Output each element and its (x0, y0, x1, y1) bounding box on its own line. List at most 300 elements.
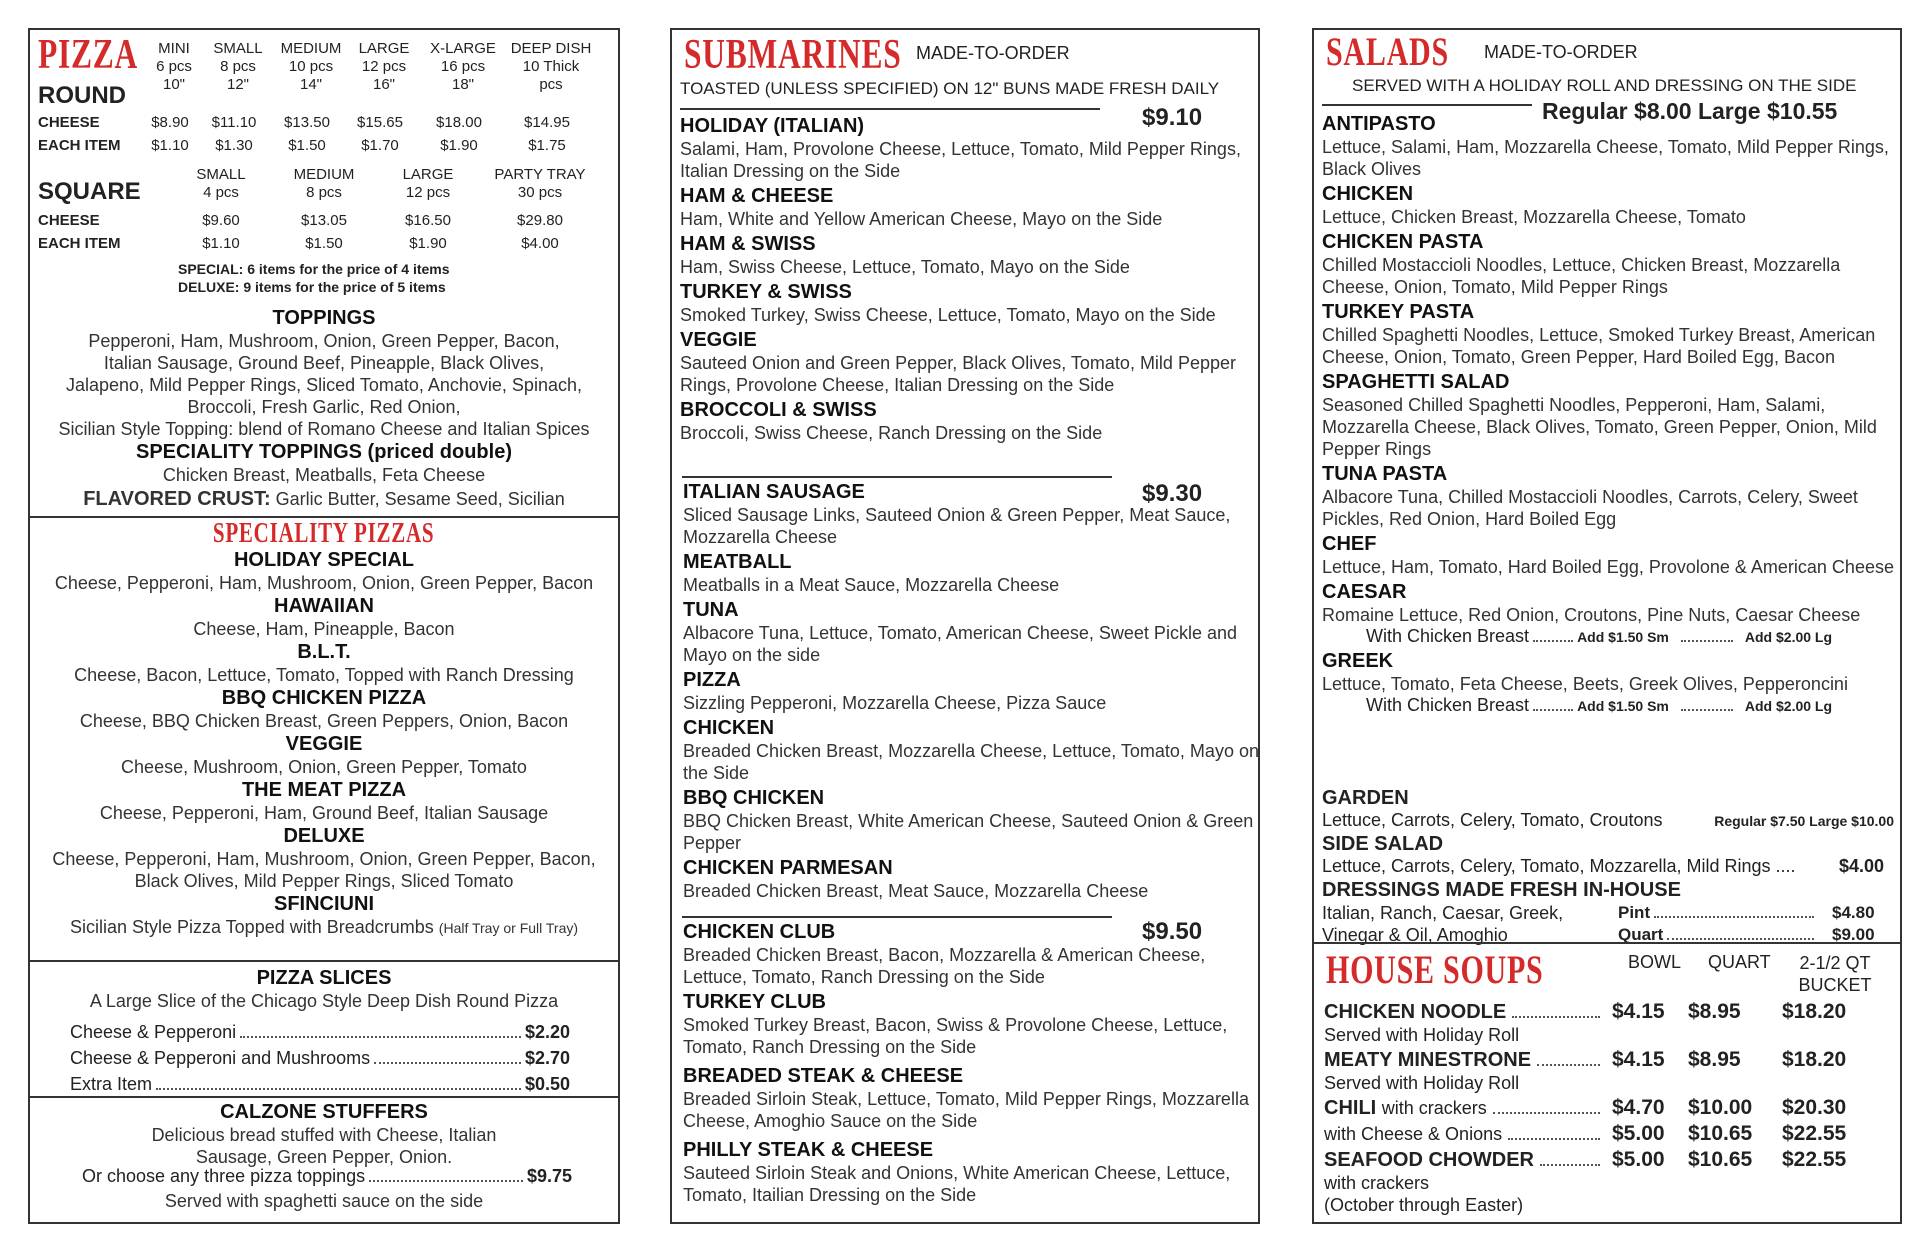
price-cell: $18.00 (436, 114, 482, 131)
soup-price: $22.55 (1782, 1148, 1847, 1171)
slices-list (70, 1022, 570, 1100)
leader-dots (374, 1062, 521, 1064)
size-name: SMALL (213, 40, 263, 57)
soup-price: $4.15 (1612, 1048, 1665, 1071)
price-cell: $1.30 (215, 137, 253, 154)
crust-label: FLAVORED CRUST: (83, 488, 271, 510)
size-pcs: 8 pcs (306, 184, 342, 201)
soup-col-bowl: BOWL (1628, 952, 1682, 972)
speciality-toppings-list: Chicken Breast, Meatballs, Feta Cheese (162, 465, 486, 485)
sub-price-group-3: $9.50 (1142, 918, 1203, 945)
deluxe-text: DELUXE: 9 items for the price of 5 items (178, 279, 446, 295)
with-chicken-row (1322, 626, 1908, 647)
round-size-1 (202, 40, 274, 94)
soup-col-bucket-1: 2-1/2 QT (1799, 953, 1871, 973)
soup-price: $10.65 (1688, 1148, 1753, 1171)
size-name: DEEP DISH (510, 40, 592, 57)
slices-title: PIZZA SLICES (256, 967, 392, 989)
soup-price: $5.00 (1612, 1122, 1665, 1145)
salad-name: CHICKEN (1322, 183, 1414, 205)
size-dim: 12" (226, 76, 249, 93)
size-name: MEDIUM (293, 166, 355, 183)
speciality-desc (36, 802, 612, 824)
sub-desc: Ham, Swiss Cheese, Lettuce, Tomato, Mayo on the Side (680, 257, 1130, 277)
dressings-list-1: Italian, Ranch, Caesar, Greek, (1322, 903, 1564, 923)
speciality-desc-text: Cheese, Pepperoni, Ham, Ground Beef, Italian Sausage (99, 803, 549, 823)
price-cell: $1.70 (361, 137, 399, 154)
calzone-title: CALZONE STUFFERS (220, 1101, 428, 1123)
soup-name: SEAFOOD CHOWDER (1324, 1149, 1534, 1171)
size-pcs: 30 pcs (517, 184, 563, 201)
size-pcs: 12 pcs (361, 58, 407, 75)
square-size-3 (476, 166, 604, 202)
soup-col-bucket-2: BUCKET (1798, 975, 1872, 995)
pint-label: Pint (1618, 903, 1651, 922)
slice-name: Cheese & Pepperoni and Mushrooms (70, 1048, 371, 1068)
sub-name: MEATBALL (683, 551, 792, 573)
sub-item (680, 184, 1266, 230)
divider (1314, 942, 1900, 944)
side-salad-desc: Lettuce, Carrots, Celery, Tomato, Mozzarella, Mild Rings .... (1322, 856, 1796, 876)
price-cell: $29.80 (517, 212, 563, 229)
speciality-desc-text: Cheese, Pepperoni, Ham, Mushroom, Onion, Green Pepper, Bacon, Black Olives, Mild Pepper Rings, Sliced Tomato (52, 849, 596, 891)
sub-group-1 (672, 114, 1258, 444)
round-price-table (38, 114, 608, 155)
speciality-desc (36, 572, 612, 594)
sub-item (683, 598, 1266, 666)
calzone-price: $9.75 (526, 1166, 572, 1186)
size-dim: 10" (162, 76, 185, 93)
square-size-1 (268, 166, 380, 202)
sub-desc: Ham, White and Yellow American Cheese, Mayo on the Side (680, 209, 1163, 229)
price-cell: $4.00 (521, 235, 559, 252)
divider (682, 916, 1112, 918)
soup-table (1324, 1000, 1890, 1216)
speciality-title: SPECIALITY PIZZAS (213, 518, 435, 549)
leader-dots (1540, 1164, 1600, 1166)
divider (682, 476, 1112, 478)
sub-price-group-1: $9.10 (1142, 104, 1203, 131)
leader-dots (240, 1036, 521, 1038)
sub-group-2 (675, 480, 1258, 902)
add-lg: Add $2.00 Lg (1744, 629, 1833, 645)
sub-desc: Albacore Tuna, Lettuce, Tomato, American Cheese, Sweet Pickle and Mayo on the side (683, 623, 1237, 665)
salads-made-to-order: MADE-TO-ORDER (1484, 42, 1638, 62)
soup-price: $10.00 (1688, 1096, 1753, 1119)
soup-row (1324, 1000, 1890, 1024)
divider (680, 108, 1100, 110)
soup-name-cell (1324, 1122, 1612, 1146)
speciality-desc (36, 618, 612, 640)
soup-price: $20.30 (1782, 1096, 1847, 1119)
salad-desc: Seasoned Chilled Spaghetti Noodles, Pepperoni, Ham, Salami, Mozzarella Cheese, Black Olives, Tomato, Green Pepper, Onion, Mild Pepper Rings (1322, 395, 1877, 459)
slice-row (70, 1022, 570, 1043)
round-sizes-header (146, 40, 640, 94)
sub-item (683, 990, 1266, 1058)
price-cell: $1.50 (288, 137, 326, 154)
speciality-toppings-title: SPECIALITY TOPPINGS (priced double) (136, 441, 512, 463)
pizza-title: PIZZA (38, 32, 139, 78)
sub-name: VEGGIE (680, 329, 757, 351)
speciality-desc-text: Cheese, BBQ Chicken Breast, Green Peppers, Onion, Bacon (79, 711, 569, 731)
soup-season: (October through Easter) (1324, 1195, 1524, 1215)
soup-price: $10.65 (1688, 1122, 1753, 1145)
size-name: MINI (158, 40, 190, 57)
size-pcs: 4 pcs (203, 184, 239, 201)
slice-price: $0.50 (524, 1074, 570, 1094)
price-cell: $1.75 (528, 137, 566, 154)
sub-item (683, 480, 1266, 548)
special-note (178, 260, 450, 296)
slice-price: $2.20 (524, 1022, 570, 1042)
side-salad-name: SIDE SALAD (1322, 833, 1444, 855)
sub-name: BBQ CHICKEN (683, 787, 825, 809)
slice-name: Cheese & Pepperoni (70, 1022, 237, 1042)
slice-row (70, 1074, 570, 1095)
price-cell: $13.05 (301, 212, 347, 229)
square-size-0 (174, 166, 268, 202)
salad-item (1322, 370, 1908, 460)
sub-item (680, 280, 1266, 326)
pizza-panel (28, 28, 620, 1224)
leader-dots (1533, 640, 1573, 642)
soup-name-cell (1324, 1000, 1612, 1024)
calzone-desc-2: Sausage, Green Pepper, Onion. (195, 1147, 453, 1167)
size-name: X-LARGE (430, 40, 496, 57)
round-size-2 (274, 40, 348, 94)
sub-desc: Breaded Chicken Breast, Mozzarella Cheese, Lettuce, Tomato, Mayo on the Side (683, 741, 1259, 783)
sub-name: BREADED STEAK & CHEESE (683, 1065, 964, 1087)
salad-item (1322, 230, 1908, 298)
sub-desc: Smoked Turkey Breast, Bacon, Swiss & Provolone Cheese, Lettuce, Tomato, Ranch Dressing on the Side (683, 1015, 1228, 1057)
special-text: SPECIAL: 6 items for the price of 4 items (178, 261, 450, 277)
speciality-name: HOLIDAY SPECIAL (233, 549, 415, 571)
price-cell: $9.60 (202, 212, 240, 229)
sub-price-group-2: $9.30 (1142, 480, 1203, 507)
sub-item (683, 1064, 1266, 1132)
speciality-desc (36, 848, 612, 892)
round-size-3 (348, 40, 420, 94)
salad-desc: Chilled Mostaccioli Noodles, Lettuce, Chicken Breast, Mozzarella Cheese, Onion, Tomato, Mild Pepper Rings (1322, 255, 1841, 297)
quart-label: Quart (1618, 925, 1664, 944)
salad-desc: Romaine Lettuce, Red Onion, Croutons, Pine Nuts, Caesar Cheese (1322, 605, 1861, 625)
leader-dots (1681, 640, 1733, 642)
round-label: ROUND (38, 82, 126, 109)
garden-price: Regular $7.50 Large $10.00 (1714, 813, 1894, 829)
salad-name: TURKEY PASTA (1322, 301, 1475, 323)
price-cell: $14.95 (524, 114, 570, 131)
round-size-4 (420, 40, 506, 94)
sub-desc: Sliced Sausage Links, Sauteed Onion & Green Pepper, Meat Sauce, Mozzarella Cheese (683, 505, 1231, 547)
speciality-desc-text: Cheese, Pepperoni, Ham, Mushroom, Onion, Green Pepper, Bacon (54, 573, 594, 593)
soup-name-cell (1324, 1148, 1612, 1172)
size-dim: 14" (299, 76, 322, 93)
soup-price: $4.15 (1612, 1000, 1665, 1023)
size-name: SMALL (196, 166, 246, 183)
size-pcs: 12 pcs (405, 184, 451, 201)
slice-row (70, 1048, 570, 1069)
leader-dots (1667, 938, 1814, 940)
salads-title: SALADS (1326, 29, 1449, 74)
salad-desc: Chilled Spaghetti Noodles, Lettuce, Smoked Turkey Breast, American Cheese, Onion, Tomato, Green Pepper, Hard Boiled Egg, Bacon (1322, 325, 1876, 367)
sub-desc: Breaded Sirloin Steak, Lettuce, Tomato, Mild Pepper Rings, Mozzarella Cheese, Amoghio Sauce on the Side (683, 1089, 1249, 1131)
salad-item (1322, 532, 1908, 578)
sub-desc: Breaded Chicken Breast, Bacon, Mozzarella & American Cheese, Lettuce, Tomato, Ranch Dressing on the Side (683, 945, 1206, 987)
sub-name: HAM & CHEESE (680, 185, 834, 207)
pint-price: $4.80 (1832, 903, 1875, 922)
salad-desc: Lettuce, Ham, Tomato, Hard Boiled Egg, Provolone & American Cheese (1322, 557, 1894, 577)
sub-item (680, 328, 1266, 396)
with-chicken-row (1322, 695, 1908, 716)
subs-toasted: TOASTED (UNLESS SPECIFIED) ON 12" BUNS MADE FRESH DAILY (680, 79, 1220, 98)
sub-item (680, 398, 1266, 444)
garden-name: GARDEN (1322, 787, 1409, 809)
side-salad-price: $4.00 (1838, 856, 1884, 876)
dressings-list-2: Vinegar & Oil, Amoghio (1322, 925, 1508, 945)
soup-name-cell (1324, 1096, 1612, 1120)
price-cell: $15.65 (357, 114, 403, 131)
sub-item (680, 232, 1266, 278)
soup-name: CHICKEN NOODLE (1324, 1001, 1507, 1023)
size-dim: pcs (539, 76, 563, 93)
salad-item (1322, 182, 1908, 228)
sub-item (683, 550, 1266, 596)
sub-desc: BBQ Chicken Breast, White American Cheese, Sauteed Onion & Green Pepper (683, 811, 1254, 853)
row-label: EACH ITEM (38, 137, 121, 154)
calzone-choose-row (82, 1166, 572, 1187)
sub-desc: Salami, Ham, Provolone Cheese, Lettuce, Tomato, Mild Pepper Rings, Italian Dressing on the Side (680, 139, 1241, 181)
salad-name: SPAGHETTI SALAD (1322, 371, 1510, 393)
speciality-name: THE MEAT PIZZA (241, 779, 407, 801)
sub-item (680, 114, 1266, 182)
sub-name: CHICKEN PARMESAN (683, 857, 893, 879)
sub-desc: Broccoli, Swiss Cheese, Ranch Dressing on the Side (680, 423, 1103, 443)
sub-desc: Sauteed Sirloin Steak and Onions, White American Cheese, Lettuce, Tomato, Itailian Dressing on the Side (683, 1163, 1231, 1205)
soup-price: $8.95 (1688, 1000, 1741, 1023)
soup-sub: Served with Holiday Roll (1324, 1073, 1520, 1093)
price-cell: $1.90 (440, 137, 478, 154)
calzone-served: Served with spaghetti sauce on the side (164, 1191, 484, 1211)
soup-row (1324, 1048, 1890, 1072)
divider (30, 960, 618, 962)
garden-desc: Lettuce, Carrots, Celery, Tomato, Croutons (1322, 810, 1663, 830)
salad-desc: Lettuce, Tomato, Feta Cheese, Beets, Greek Olives, Pepperoncini (1322, 674, 1848, 694)
soup-price: $18.20 (1782, 1000, 1847, 1023)
leader-dots (156, 1088, 521, 1090)
leader-dots (1681, 709, 1733, 711)
size-pcs: 8 pcs (220, 58, 256, 75)
divider (30, 1096, 618, 1098)
salad-item (1322, 649, 1908, 716)
salad-item (1322, 112, 1908, 180)
salad-name: GREEK (1322, 650, 1394, 672)
size-pcs: 10 Thick (522, 58, 580, 75)
size-name: LARGE (358, 40, 410, 57)
sub-name: TURKEY CLUB (683, 991, 826, 1013)
sub-item (683, 716, 1266, 784)
with-chicken: With Chicken Breast (1366, 626, 1530, 646)
row-label: CHEESE (38, 114, 100, 131)
sub-name: PHILLY STEAK & CHEESE (683, 1139, 934, 1161)
speciality-desc (36, 664, 612, 686)
sub-name: PIZZA (683, 669, 741, 691)
salad-price: Regular $8.00 Large $10.55 (1542, 98, 1838, 124)
leader-dots (1512, 1016, 1600, 1018)
sub-item (683, 1138, 1266, 1206)
size-dim: 18" (451, 76, 474, 93)
sub-name: BROCCOLI & SWISS (680, 399, 877, 421)
salad-name: CHEF (1322, 533, 1377, 555)
price-cell: $1.10 (151, 137, 189, 154)
price-cell: $16.50 (405, 212, 451, 229)
salad-item (1322, 462, 1908, 530)
sub-desc: Meatballs in a Meat Sauce, Mozzarella Cheese (683, 575, 1060, 595)
salads-panel (1312, 28, 1902, 1224)
speciality-name: HAWAIIAN (274, 595, 374, 617)
soup-price: $18.20 (1782, 1048, 1847, 1071)
soup-row (1324, 1148, 1890, 1172)
with-chicken: With Chicken Breast (1366, 695, 1530, 715)
subs-made-to-order: MADE-TO-ORDER (916, 43, 1070, 63)
leader-dots (369, 1180, 523, 1182)
sub-desc: Sauteed Onion and Green Pepper, Black Olives, Tomato, Mild Pepper Rings, Provolone Cheese, Italian Dressing on the Side (680, 353, 1236, 395)
speciality-list (36, 548, 612, 939)
leader-dots (1654, 916, 1814, 918)
size-name: MEDIUM (280, 40, 342, 57)
speciality-name: B.L.T. (297, 641, 351, 663)
price-cell: $1.90 (409, 235, 447, 252)
add-sm: Add $1.50 Sm (1577, 629, 1669, 645)
soup-price: $22.55 (1782, 1122, 1847, 1145)
sub-group-3 (675, 920, 1258, 1206)
soup-sub: with crackers (1324, 1173, 1430, 1193)
speciality-desc-text: Cheese, Bacon, Lettuce, Tomato, Topped with Ranch Dressing (74, 665, 574, 685)
salad-item (1322, 300, 1908, 368)
salad-desc: Albacore Tuna, Chilled Mostaccioli Noodles, Carrots, Celery, Sweet Pickles, Red Onion, Hard Boiled Egg (1322, 487, 1858, 529)
round-size-5 (506, 40, 596, 94)
row-label: CHEESE (38, 212, 100, 229)
soup-name: MEATY MINESTRONE (1324, 1049, 1532, 1071)
soup-row (1324, 1122, 1890, 1146)
salad-name: CAESAR (1322, 581, 1407, 603)
slices-desc: A Large Slice of the Chicago Style Deep Dish Round Pizza (89, 991, 559, 1011)
salad-name: TUNA PASTA (1322, 463, 1448, 485)
sicilian-topping: Sicilian Style Topping: blend of Romano Cheese and Italian Spices (58, 419, 590, 439)
square-sizes-header (174, 166, 604, 202)
calzone-choose: Or choose any three pizza toppings (82, 1166, 366, 1186)
dressings-title: DRESSINGS MADE FRESH IN-HOUSE (1322, 879, 1681, 901)
speciality-desc-text: Sicilian Style Pizza Topped with Breadcrumbs (69, 917, 434, 937)
add-lg: Add $2.00 Lg (1744, 698, 1833, 714)
square-size-2 (380, 166, 476, 202)
sub-name: TUNA (683, 599, 739, 621)
speciality-desc (36, 756, 612, 778)
speciality-desc-text: Cheese, Ham, Pineapple, Bacon (193, 619, 455, 639)
submarines-title: SUBMARINES (684, 32, 902, 78)
speciality-name: DELUXE (283, 825, 365, 847)
price-cell: $1.10 (202, 235, 240, 252)
square-price-table (38, 212, 608, 253)
round-size-0 (146, 40, 202, 94)
size-dim: 16" (372, 76, 395, 93)
row-label: EACH ITEM (38, 235, 121, 252)
price-cell: $13.50 (284, 114, 330, 131)
slice-price: $2.70 (524, 1048, 570, 1068)
sub-desc: Breaded Chicken Breast, Meat Sauce, Mozzarella Cheese (683, 881, 1149, 901)
price-cell: $1.50 (305, 235, 343, 252)
sub-name: HOLIDAY (ITALIAN) (680, 115, 865, 137)
price-cell: $11.10 (211, 114, 257, 131)
speciality-desc (36, 916, 612, 939)
calzone-desc-1: Delicious bread stuffed with Cheese, Italian (151, 1125, 497, 1145)
square-label: SQUARE (38, 178, 141, 205)
leader-dots (1493, 1112, 1600, 1114)
salad-desc: Lettuce, Salami, Ham, Mozzarella Cheese, Tomato, Mild Pepper Rings, Black Olives (1322, 137, 1889, 179)
speciality-desc-text: Cheese, Mushroom, Onion, Green Pepper, Tomato (121, 757, 527, 777)
divider (1322, 104, 1532, 106)
size-pcs: 6 pcs (156, 58, 192, 75)
sub-desc: Smoked Turkey, Swiss Cheese, Lettuce, Tomato, Mayo on the Side (680, 305, 1216, 325)
quart-price: $9.00 (1832, 925, 1875, 944)
sub-desc: Sizzling Pepperoni, Mozzarella Cheese, Pizza Sauce (683, 693, 1107, 713)
submarines-panel (670, 28, 1260, 1224)
speciality-name: BBQ CHICKEN PIZZA (221, 687, 427, 709)
size-pcs: 10 pcs (288, 58, 334, 75)
sub-item (683, 786, 1266, 854)
crust-list: Garlic Butter, Sesame Seed, Sicilian (275, 489, 565, 509)
salad-name: ANTIPASTO (1322, 113, 1436, 135)
soup-col-quart: QUART (1708, 952, 1771, 972)
toppings-list: Pepperoni, Ham, Mushroom, Onion, Green Pepper, Bacon, Italian Sausage, Ground Beef, Pineapple, Black Olives, Jalapeno, Mild Pepper Rings, Sliced Tomato, Anchovie, Spinach, Broccoli, Fresh Garlic, Red Onion, (66, 331, 582, 417)
soups-title: HOUSE SOUPS (1326, 947, 1544, 992)
add-sm: Add $1.50 Sm (1577, 698, 1669, 714)
size-pcs: 16 pcs (440, 58, 486, 75)
soup-col-bucket (1790, 952, 1880, 996)
price-cell: $8.90 (151, 114, 189, 131)
speciality-note: (Half Tray or Full Tray) (438, 920, 579, 936)
salad-item (1322, 580, 1908, 647)
toppings-title: TOPPINGS (272, 307, 376, 329)
leader-dots (1537, 1064, 1600, 1066)
sub-name: HAM & SWISS (680, 233, 816, 255)
leader-dots (1508, 1138, 1600, 1140)
salad-list (1314, 110, 1900, 716)
soup-name-cell (1324, 1048, 1612, 1072)
salads-served: SERVED WITH A HOLIDAY ROLL AND DRESSING ON THE SIDE (1352, 76, 1857, 95)
leader-dots (1533, 709, 1573, 711)
salad-desc: Lettuce, Chicken Breast, Mozzarella Cheese, Tomato (1322, 207, 1746, 227)
speciality-desc (36, 710, 612, 732)
sub-name: CHICKEN CLUB (683, 921, 836, 943)
size-name: LARGE (402, 166, 454, 183)
soup-price: $8.95 (1688, 1048, 1741, 1071)
sub-name: TURKEY & SWISS (680, 281, 852, 303)
soup-suffix: with crackers (1381, 1098, 1487, 1118)
speciality-name: SFINCIUNI (274, 893, 374, 915)
sub-item (683, 920, 1266, 988)
slice-name: Extra Item (70, 1074, 153, 1094)
soup-row (1324, 1096, 1890, 1120)
sub-name: CHICKEN (683, 717, 775, 739)
soup-sub: Served with Holiday Roll (1324, 1025, 1520, 1045)
speciality-name: VEGGIE (285, 733, 363, 755)
sub-name: ITALIAN SAUSAGE (683, 481, 865, 503)
soup-name: with Cheese & Onions (1324, 1124, 1503, 1144)
soup-price: $5.00 (1612, 1148, 1665, 1171)
sub-item (683, 856, 1266, 902)
soup-name: CHILI (1324, 1097, 1377, 1119)
salad-name: CHICKEN PASTA (1322, 231, 1484, 253)
